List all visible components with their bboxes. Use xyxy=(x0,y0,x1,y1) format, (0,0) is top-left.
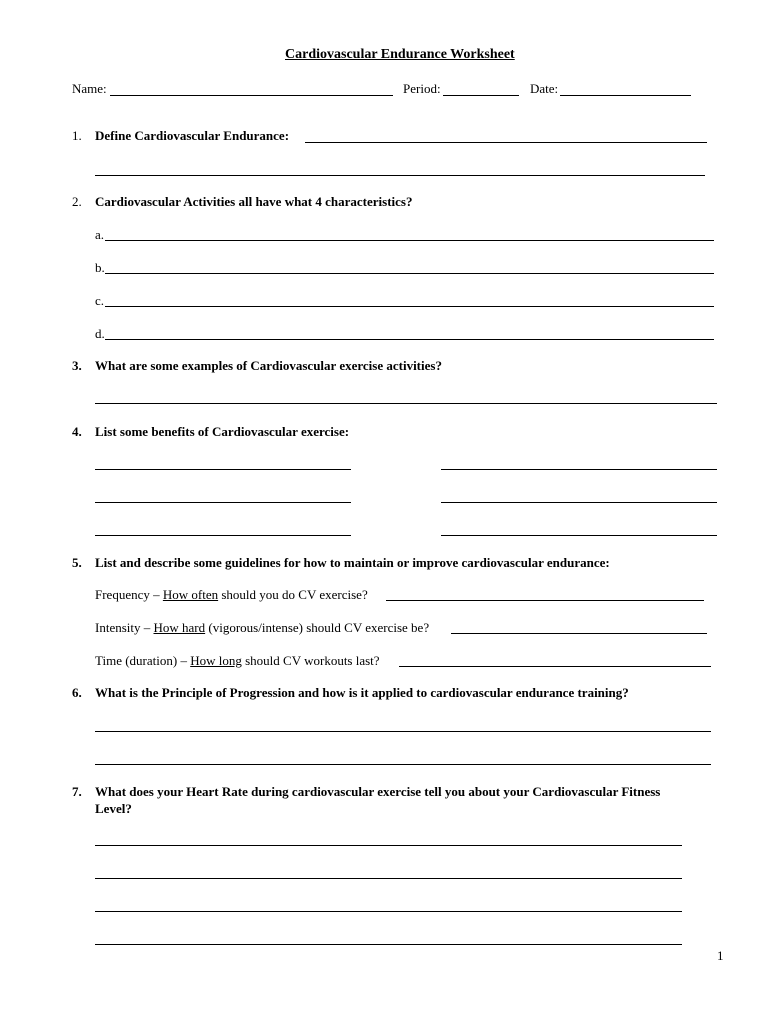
q2-item-c-label: c. xyxy=(95,293,105,308)
date-label: Date: xyxy=(530,81,559,96)
q7-answer-line-3[interactable] xyxy=(95,911,682,912)
q4-benefit-line-1[interactable] xyxy=(95,469,351,470)
q1-answer-line-1[interactable] xyxy=(305,142,707,143)
q2-item-a-line[interactable] xyxy=(105,240,714,241)
q5-intensity-text: Intensity – How hard (vigorous/intense) should CV exercise be? xyxy=(95,620,430,635)
period-line[interactable] xyxy=(443,95,519,96)
q3-answer-line[interactable] xyxy=(95,403,717,404)
page-number: 1 xyxy=(717,948,724,963)
q2-item-d-line[interactable] xyxy=(105,339,714,340)
q5-number: 5. xyxy=(72,555,82,570)
q5-frequency-line[interactable] xyxy=(386,600,704,601)
q2-item-b-line[interactable] xyxy=(105,273,714,274)
q4-number: 4. xyxy=(72,424,82,439)
q2-item-c-line[interactable] xyxy=(105,306,714,307)
q2-text: Cardiovascular Activities all have what 4 characteristics? xyxy=(95,194,413,209)
period-label: Period: xyxy=(403,81,441,96)
q7-text-line2: Level? xyxy=(95,801,132,816)
q5-time-line[interactable] xyxy=(399,666,711,667)
q7-answer-line-4[interactable] xyxy=(95,944,682,945)
q7-answer-line-2[interactable] xyxy=(95,878,682,879)
q3-text: What are some examples of Cardiovascular exercise activities? xyxy=(95,358,442,373)
q5-intensity-line[interactable] xyxy=(451,633,707,634)
q4-benefit-line-2[interactable] xyxy=(441,469,717,470)
q7-answer-line-1[interactable] xyxy=(95,845,682,846)
q4-benefit-line-6[interactable] xyxy=(441,535,717,536)
q3-number: 3. xyxy=(72,358,82,373)
q4-benefit-line-3[interactable] xyxy=(95,502,351,503)
q6-text: What is the Principle of Progression and how is it applied to cardiovascular endurance training? xyxy=(95,685,629,700)
q7-number: 7. xyxy=(72,784,82,799)
q6-answer-line-1[interactable] xyxy=(95,731,711,732)
q2-item-b-label: b. xyxy=(95,260,105,275)
q6-number: 6. xyxy=(72,685,82,700)
q6-answer-line-2[interactable] xyxy=(95,764,711,765)
name-label: Name: xyxy=(72,81,107,96)
q4-benefit-line-4[interactable] xyxy=(441,502,717,503)
q4-benefit-line-5[interactable] xyxy=(95,535,351,536)
q1-answer-line-2[interactable] xyxy=(95,175,705,176)
q1-text: Define Cardiovascular Endurance: xyxy=(95,128,290,143)
worksheet-title: Cardiovascular Endurance Worksheet xyxy=(285,47,515,62)
q1-number: 1. xyxy=(72,128,82,143)
q2-number: 2. xyxy=(72,194,82,209)
name-line[interactable] xyxy=(110,95,393,96)
q2-item-a-label: a. xyxy=(95,227,105,242)
date-line[interactable] xyxy=(560,95,691,96)
q4-text: List some benefits of Cardiovascular exercise: xyxy=(95,424,350,439)
q5-text: List and describe some guidelines for how to maintain or improve cardiovascular endurance: xyxy=(95,555,610,570)
q5-frequency-text: Frequency – How often should you do CV exercise? xyxy=(95,587,368,602)
q2-item-d-label: d. xyxy=(95,326,105,341)
q7-text-line1: What does your Heart Rate during cardiovascular exercise tell you about your Cardiovascular Fitness xyxy=(95,784,661,799)
q5-time-text: Time (duration) – How long should CV workouts last? xyxy=(95,653,380,668)
